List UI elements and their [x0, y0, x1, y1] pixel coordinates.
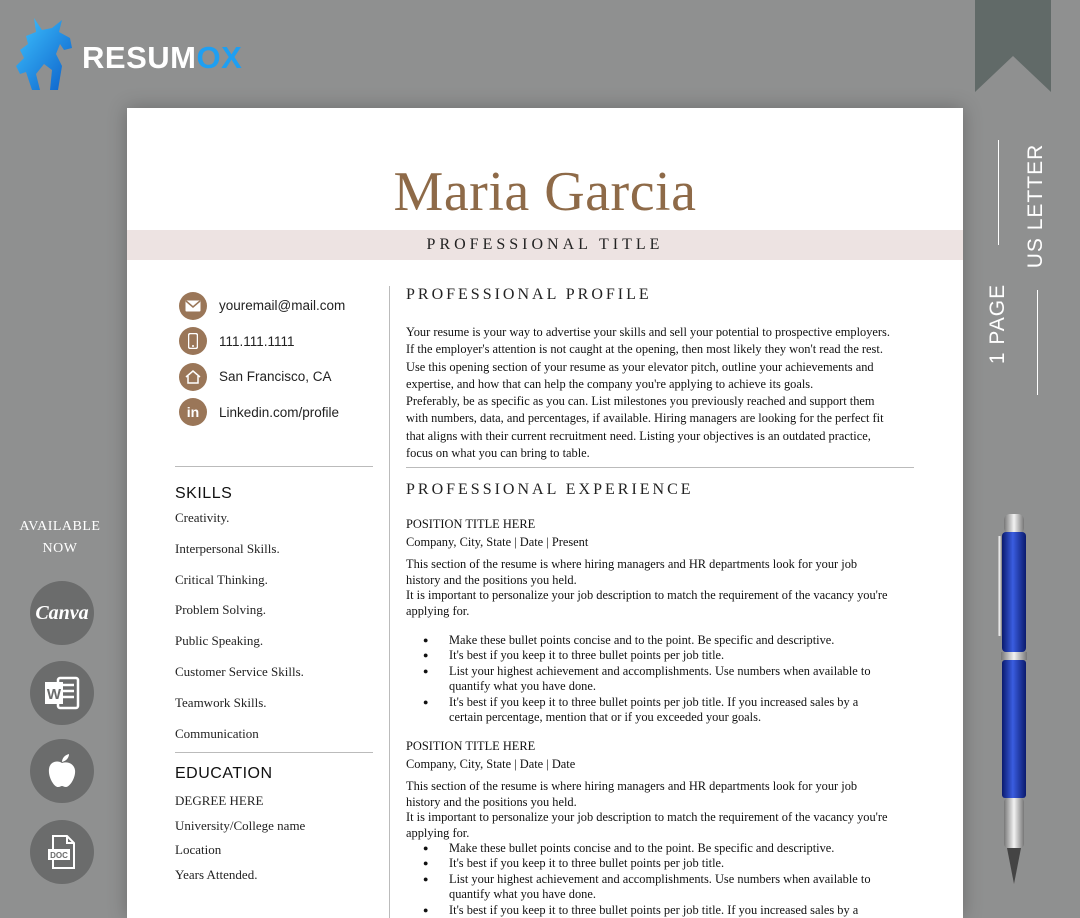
resume-page: [127, 108, 963, 918]
contact-phone: 111.111.1111: [175, 324, 373, 360]
divider-line: [1037, 290, 1038, 395]
word-icon: [44, 676, 80, 710]
contact-email: youremail@mail.com: [175, 288, 373, 324]
bullet-item: [406, 695, 914, 726]
svg-text:DOC: DOC: [50, 851, 68, 860]
profile-text: [406, 324, 914, 462]
bullet-item: [406, 856, 914, 871]
email-icon: [179, 292, 207, 320]
skills-list: [175, 510, 373, 756]
job-description-line: applying for.: [406, 825, 470, 840]
left-column: [175, 288, 373, 891]
section-divider: [175, 466, 373, 467]
job-description-line: applying for.: [406, 603, 470, 618]
education-school: University/College name: [175, 817, 306, 833]
skill-item: Teamwork Skills.: [175, 694, 267, 710]
job-bullets: [406, 633, 914, 725]
profile-line: If the employer's attention is not caught at the opening, then most likely they won't read the rest.: [406, 342, 883, 357]
bullet-line: certain percentage, mention that or if you exceeded your goals.: [449, 710, 762, 725]
skill-item: Communication: [175, 725, 259, 741]
profile-line: focus on what you can bring to table.: [406, 446, 590, 461]
contact-location: San Francisco, CA: [175, 359, 373, 395]
svg-text:W: W: [46, 686, 62, 703]
skills-heading: SKILLS: [175, 485, 233, 502]
availability-label: AVAILABLE NOW: [19, 519, 101, 556]
profile-line: that aligns with their current recruitment need. Listing your objectives is an outdated practice,: [406, 428, 871, 443]
bull-logo-icon: [12, 14, 78, 94]
apple-icon: [46, 753, 78, 789]
bullet-line: ● List your highest achievement and accomplishments. Use numbers when available to: [449, 663, 871, 678]
profile-line: Preferably, be as specific as you can. List milestones you previously reached and support them: [406, 394, 875, 409]
bookmark-ribbon-icon: [975, 0, 1051, 92]
experience-list: [406, 515, 914, 918]
education-heading: EDUCATION: [175, 765, 273, 783]
job-description-line: This section of the resume is where hiring managers and HR departments look for your job: [406, 557, 858, 572]
job-position: POSITION TITLE HERE: [406, 739, 536, 754]
doc-file-icon: [47, 835, 77, 869]
bullet-line: ● Make these bullet points concise and to the point. Be specific and descriptive.: [449, 633, 835, 647]
pages-label: 1 PAGE: [986, 283, 1009, 365]
profile-line: Your resume is your way to advertise your skills and sell your potential to prospective employers.: [406, 325, 890, 339]
profile-line: with numbers, data, and percentages, if available. Hiring managers are looking for the perfect fit: [406, 411, 884, 426]
job-bullets: [406, 841, 914, 918]
bullet-line: ● List your highest achievement and accomplishments. Use numbers when available to: [449, 871, 871, 886]
section-divider: [175, 752, 373, 753]
bullet-line: ● It's best if you keep it to three bullet points per job title. If you increased sales by a: [449, 694, 859, 709]
job-description-line: history and the positions you held.: [406, 572, 577, 587]
profile-line: Use this opening section of your resume as your elevator pitch, outline your achievements and: [406, 359, 874, 374]
word-button[interactable]: [30, 661, 94, 725]
job-description-line: This section of the resume is where hiring managers and HR departments look for your job: [406, 779, 858, 794]
bullet-item: [406, 648, 914, 663]
bullet-line: ● It's best if you keep it to three bullet points per job title.: [449, 856, 725, 871]
job-entry: [406, 515, 914, 725]
bullet-item: [406, 841, 914, 856]
job-description-line: history and the positions you held.: [406, 794, 577, 809]
bullet-line: ● Make these bullet points concise and to the point. Be specific and descriptive.: [449, 841, 835, 856]
section-divider: [406, 467, 914, 468]
fountain-pen-image: [992, 512, 1036, 888]
skill-item: Critical Thinking.: [175, 571, 268, 587]
bullet-line: quantify what you have done.: [449, 679, 596, 694]
apple-pages-button[interactable]: [30, 739, 94, 803]
bullet-line: quantify what you have done.: [449, 887, 596, 902]
job-company: Company, City, State | Date | Date: [406, 757, 576, 772]
education-degree: DEGREE HERE: [175, 793, 264, 809]
brand-logo: [12, 14, 242, 94]
linkedin-icon: in: [179, 398, 207, 426]
experience-heading: PROFESSIONAL EXPERIENCE: [406, 481, 694, 499]
column-divider: [389, 286, 390, 918]
doc-button[interactable]: [30, 820, 94, 884]
format-label: US LETTER: [1024, 143, 1047, 269]
skill-item: Customer Service Skills.: [175, 663, 304, 679]
skill-item: Creativity.: [175, 510, 230, 525]
job-description: [406, 557, 914, 619]
job-company: Company, City, State | Date | Present: [406, 535, 589, 550]
bullet-item: [406, 664, 914, 695]
education-years: Years Attended.: [175, 866, 258, 882]
skill-item: Interpersonal Skills.: [175, 540, 280, 556]
skill-item: Public Speaking.: [175, 633, 264, 649]
canva-button[interactable]: [30, 581, 94, 645]
job-description-line: It is important to personalize your job description to match the requirement of the vacancy you're: [406, 588, 888, 603]
bullet-item: [406, 903, 914, 918]
right-column: [406, 286, 914, 918]
profile-heading: PROFESSIONAL PROFILE: [406, 286, 652, 303]
home-icon: [179, 363, 207, 391]
job-description: [406, 779, 914, 841]
bullet-line: ● It's best if you keep it to three bullet points per job title.: [449, 648, 725, 663]
bullet-line: ● It's best if you keep it to three bullet points per job title. If you increased sales by a: [449, 902, 859, 917]
resume-name: Maria Garcia: [393, 161, 697, 223]
profile-line: expertise, and how that can help the company you're applying to achieve its goals.: [406, 376, 814, 391]
phone-icon: [179, 327, 207, 355]
divider-line: [998, 140, 999, 245]
job-entry: [406, 737, 914, 918]
job-description-line: It is important to personalize your job description to match the requirement of the vacancy you're: [406, 810, 888, 825]
bullet-item: [406, 633, 914, 648]
contact-linkedin: in Linkedin.com/profile: [175, 395, 373, 431]
brand-name: RESUMOX: [82, 40, 243, 75]
bullet-item: [406, 872, 914, 903]
job-position: POSITION TITLE HERE: [406, 517, 536, 532]
professional-title: PROFESSIONAL TITLE: [127, 230, 963, 260]
canva-icon: Canva: [35, 601, 89, 624]
education-location: Location: [175, 842, 222, 858]
skill-item: Problem Solving.: [175, 602, 267, 618]
